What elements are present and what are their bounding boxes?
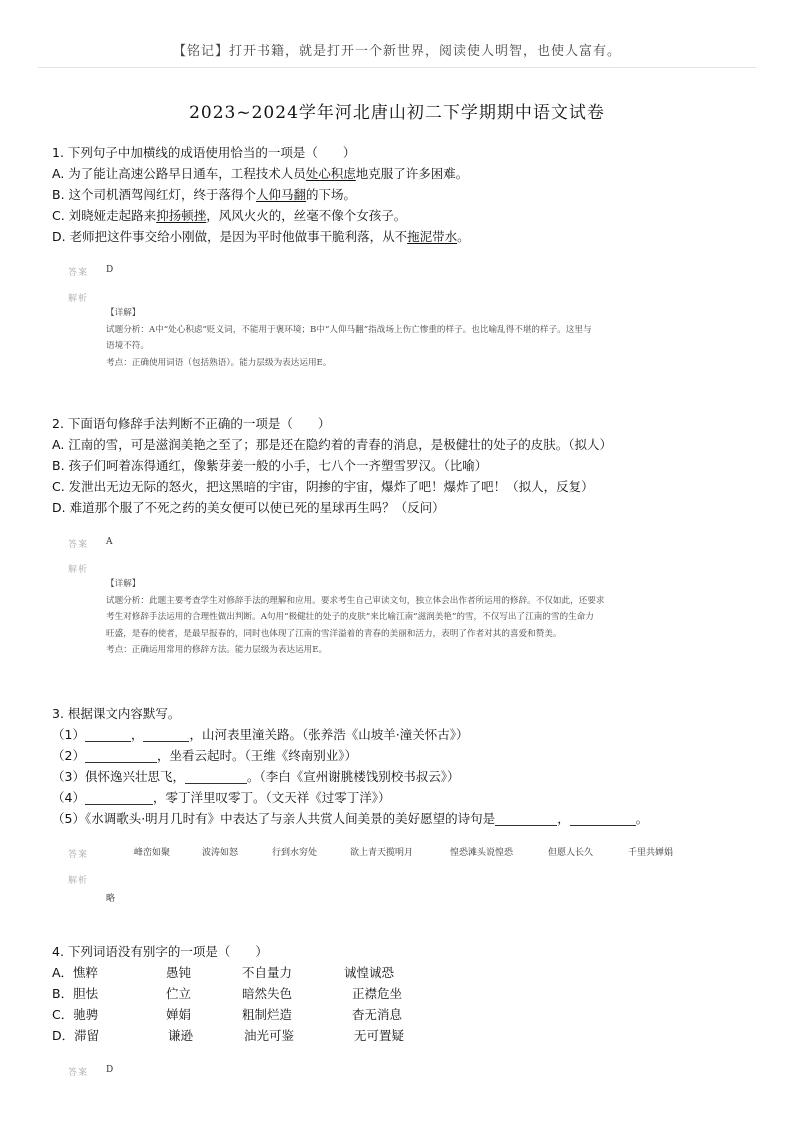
question-1-analysis-label: 解析 (68, 294, 89, 304)
question-2-option-d: D. 难道那个服了不死之药的美女便可以使已死的星球再生吗？（反问） (52, 500, 445, 515)
answer-item: 欲上青天揽明月 (350, 848, 414, 858)
question-1-option-a: A. 为了能让高速公路早日通车，工程技术人员处心积虑地克服了许多困难。 (52, 166, 469, 181)
question-3-answer-label: 答案 (68, 850, 89, 860)
fill-blank (85, 790, 153, 805)
question-4-option-a: A．憔粹 愚钝 不自量力 诚惶诚恐 (52, 965, 395, 980)
question-4-option-c: C．驰骋 婵娟 粗制烂造 杳无消息 (52, 1007, 403, 1022)
question-3-item-3: （3）俱怀逸兴壮思飞， 。（李白《宣州谢朓楼饯别校书叔云》） (52, 769, 460, 784)
question-4-option-d: D．滞留 谦逊 油光可鉴 无可置疑 (52, 1028, 405, 1043)
question-2-stem: 2. 下面语句修辞手法判断不正确的一项是（ ） (52, 416, 331, 431)
answer-item: 峰峦如聚 (134, 848, 171, 858)
question-1-option-d: D. 老师把这件事交给小刚做，是因为平时他做事干脆利落，从不拖泥带水。 (52, 229, 470, 244)
question-4-answer: D (106, 1065, 114, 1075)
answer-item: 波涛如怒 (202, 848, 239, 858)
question-3 (52, 703, 752, 829)
analysis-line: 考点：正确运用常用的修辞方法。能力层级为表达运用E。 (106, 645, 328, 655)
answer-item: 但愿人长久 (548, 848, 594, 858)
analysis-line: 旺盛，是春的使者，是最早报春的，同时也体现了江南的雪洋溢着的青春的美丽和活力，表明了作者对其的喜爱和赞美。 (106, 628, 562, 639)
question-3-item-2: （2） ，坐看云起时。（王维《终南别业》） (52, 748, 357, 763)
fill-blank (570, 811, 636, 826)
detail-heading: 【详解】 (106, 579, 141, 589)
question-1 (52, 142, 752, 247)
question-1-analysis (106, 305, 721, 371)
question-3-item-4: （4） ，零丁洋里叹零丁。（文天祥《过零丁洋》） (52, 790, 391, 805)
fill-blank (495, 811, 557, 826)
question-3-analysis-label: 解析 (68, 876, 89, 886)
question-3-stem: 3. 根据课文内容默写。 (52, 706, 181, 721)
question-3-analysis: 略 (106, 894, 116, 904)
header-divider (38, 67, 756, 68)
analysis-line: 语境不符。 (106, 341, 149, 351)
answer-item: 行到水穷处 (272, 848, 318, 858)
analysis-line: 考点：正确使用词语（包括熟语）。能力层级为表达运用E。 (106, 357, 332, 368)
question-1-stem: 1. 下列句子中加横线的成语使用恰当的一项是（ ） (52, 145, 356, 160)
question-2-analysis (106, 576, 721, 659)
question-4-stem: 4. 下列词语没有别字的一项是（ ） (52, 944, 268, 959)
question-3-item-5: （5）《水调歌头·明月几时有》中表达了与亲人共赏人间美景的美好愿望的诗句是 ， 。 (52, 811, 649, 826)
question-2-option-b: B. 孩子们呵着冻得通红，像紫芽姜一般的小手，七八个一齐塑雪罗汉。（比喻） (52, 458, 488, 473)
question-1-answer: D (106, 265, 114, 275)
question-2-answer-label: 答案 (68, 540, 89, 550)
question-4-option-b: B．胆怯 伫立 暗然失色 正襟危坐 (52, 986, 403, 1001)
question-2-answer: A (106, 537, 113, 547)
fill-blank (85, 748, 157, 763)
question-1-option-c: C. 刘晓娅走起路来抑扬顿挫，风风火火的，丝毫不像个女孩子。 (52, 208, 407, 223)
question-2-option-a: A. 江南的雪，可是滋润美艳之至了；那是还在隐约着的青春的消息，是极健壮的处子的皮肤。（拟人） (52, 437, 613, 452)
header-motto: 【铭记】打开书籍，就是打开一个新世界，阅读使人明智，也使人富有。 (172, 44, 621, 59)
question-2-option-c: C. 发泄出无边无际的怒火，把这黑暗的宇宙，阴掺的宇宙，爆炸了吧！爆炸了吧！（拟人，反复） (52, 479, 594, 494)
fill-blank (185, 769, 247, 784)
question-2 (52, 413, 752, 518)
analysis-line: 试题分析：A中“处心积虑”贬义词，不能用于褒环境；B中“人仰马翻”指战场上伤亡惨重的样子。也比喻乱得不堪的样子。这里与 (106, 324, 592, 335)
question-3-item-1: （1） ， ，山河表里潼关路。（张养浩《山坡羊·潼关怀古》） (52, 727, 469, 742)
analysis-line: 考生对修辞手法运用的合理性做出判断。A句用“极健壮的处子的皮肤”来比喻江南“滋润美艳”的雪，不仅写出了江南的雪的生命力 (106, 612, 594, 622)
analysis-line: 试题分析：此题主要考查学生对修辞手法的理解和应用。要求考生自己审读文句，独立体会出作者所运用的修辞。不仅如此，还要求 (106, 595, 605, 606)
question-4-answer-label: 答案 (68, 1068, 89, 1078)
question-4 (52, 941, 752, 962)
page-title: 2023~2024学年河北唐山初二下学期期中语文试卷 (189, 103, 605, 123)
answer-item: 惶恐滩头说惶恐 (450, 848, 514, 858)
question-4-options (52, 962, 752, 1046)
answer-item: 千里共婵娟 (628, 848, 674, 858)
fill-blank (143, 727, 189, 742)
question-1-answer-label: 答案 (68, 268, 89, 278)
fill-blank (85, 727, 131, 742)
question-2-analysis-label: 解析 (68, 565, 89, 575)
detail-heading: 【详解】 (106, 308, 141, 318)
question-1-option-b: B. 这个司机酒驾闯红灯，终于落得个人仰马翻的下场。 (52, 187, 357, 202)
